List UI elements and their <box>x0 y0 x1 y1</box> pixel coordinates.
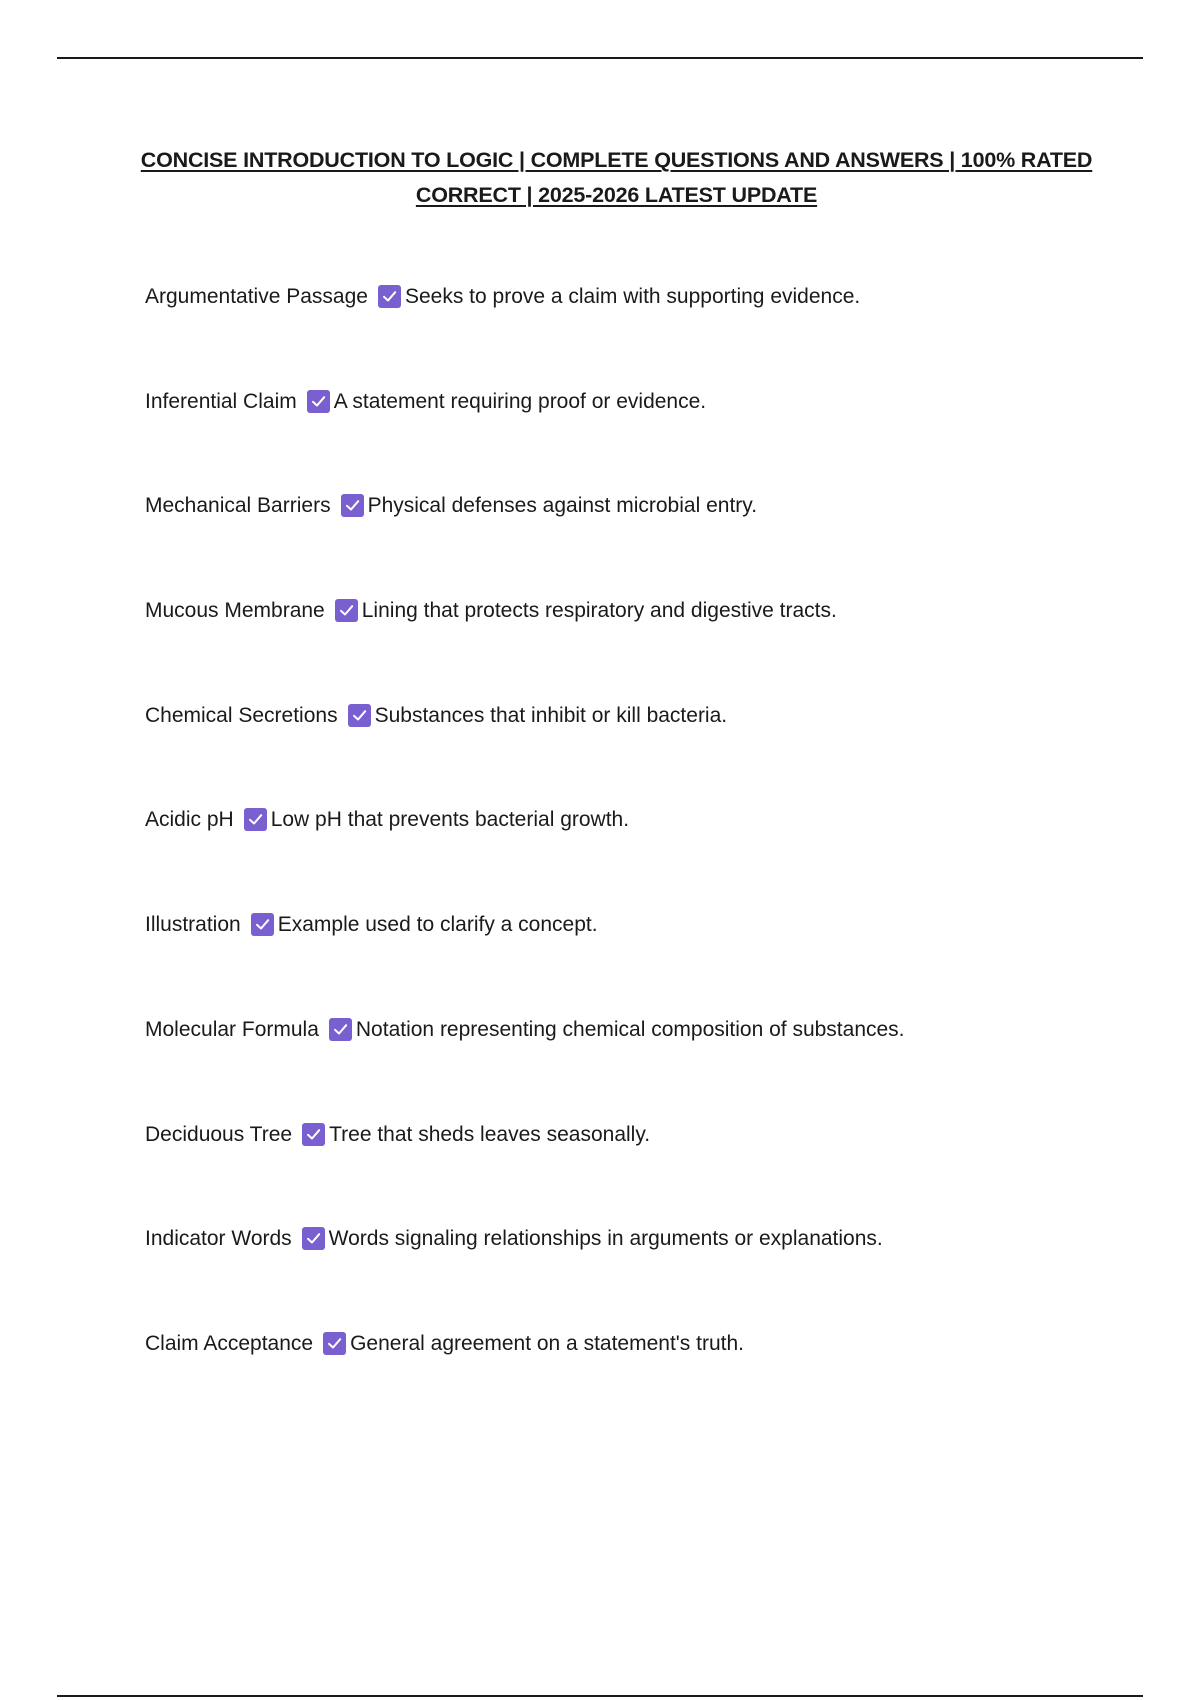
entry-definition: Example used to clarify a concept. <box>277 913 598 937</box>
list-item <box>145 1221 1145 1326</box>
entry-definition: Seeks to prove a claim with supporting evidence. <box>404 285 861 308</box>
entry-definition: Words signaling relationships in arguments or explanations. <box>328 1227 883 1251</box>
entry-definition: A statement requiring proof or evidence. <box>333 389 707 413</box>
list-item <box>145 1012 1145 1117</box>
list-item <box>145 1326 1145 1431</box>
checkbox-checked-icon <box>378 285 401 308</box>
checkbox-checked-icon <box>302 1123 325 1146</box>
list-item <box>145 698 1145 803</box>
entry-term: Argumentative Passage <box>145 285 368 308</box>
list-item <box>145 488 1145 593</box>
checkbox-checked-icon <box>251 913 274 936</box>
entry-term: Mucous Membrane <box>145 599 325 623</box>
list-item <box>145 593 1145 698</box>
entry-term: Indicator Words <box>145 1227 292 1251</box>
entry-definition: Low pH that prevents bacterial growth. <box>270 808 630 832</box>
checkbox-checked-icon <box>323 1332 346 1355</box>
list-item <box>145 384 1145 489</box>
checkbox-checked-icon <box>348 704 371 727</box>
checkbox-checked-icon <box>329 1018 352 1041</box>
entry-term: Inferential Claim <box>145 389 297 413</box>
list-item <box>145 279 1145 384</box>
checkbox-checked-icon <box>244 808 267 831</box>
entry-term: Molecular Formula <box>145 1017 319 1041</box>
entry-term: Chemical Secretions <box>145 703 338 727</box>
entry-term: Acidic pH <box>145 808 234 832</box>
document-title <box>100 143 1133 213</box>
list-item <box>145 907 1145 1012</box>
entry-term: Mechanical Barriers <box>145 494 331 518</box>
entry-definition: Physical defenses against microbial entry. <box>367 494 758 518</box>
entry-term: Illustration <box>145 913 241 937</box>
checkbox-checked-icon <box>302 1227 325 1250</box>
entry-definition: General agreement on a statement's truth. <box>350 1331 744 1355</box>
list-item <box>145 1117 1145 1222</box>
title-line-1: CONCISE INTRODUCTION TO LOGIC | COMPLETE QUESTIONS AND ANSWERS | 100% RATED <box>140 148 1093 172</box>
bottom-rule <box>57 1695 1143 1697</box>
checkbox-checked-icon <box>341 494 364 517</box>
entry-term: Claim Acceptance <box>145 1331 314 1355</box>
entry-definition: Lining that protects respiratory and digestive tracts. <box>361 599 837 623</box>
entry-definition: Substances that inhibit or kill bacteria. <box>374 703 728 727</box>
checkbox-checked-icon <box>335 599 358 622</box>
entry-list <box>145 279 1145 1431</box>
entry-definition: Tree that sheds leaves seasonally. <box>329 1122 651 1146</box>
title-line-2: CORRECT | 2025-2026 LATEST UPDATE <box>415 183 818 207</box>
entry-definition: Notation representing chemical composition of substances. <box>355 1017 905 1041</box>
list-item <box>145 802 1145 907</box>
checkbox-checked-icon <box>307 390 330 413</box>
entry-term: Deciduous Tree <box>145 1122 293 1146</box>
top-rule <box>57 57 1143 59</box>
